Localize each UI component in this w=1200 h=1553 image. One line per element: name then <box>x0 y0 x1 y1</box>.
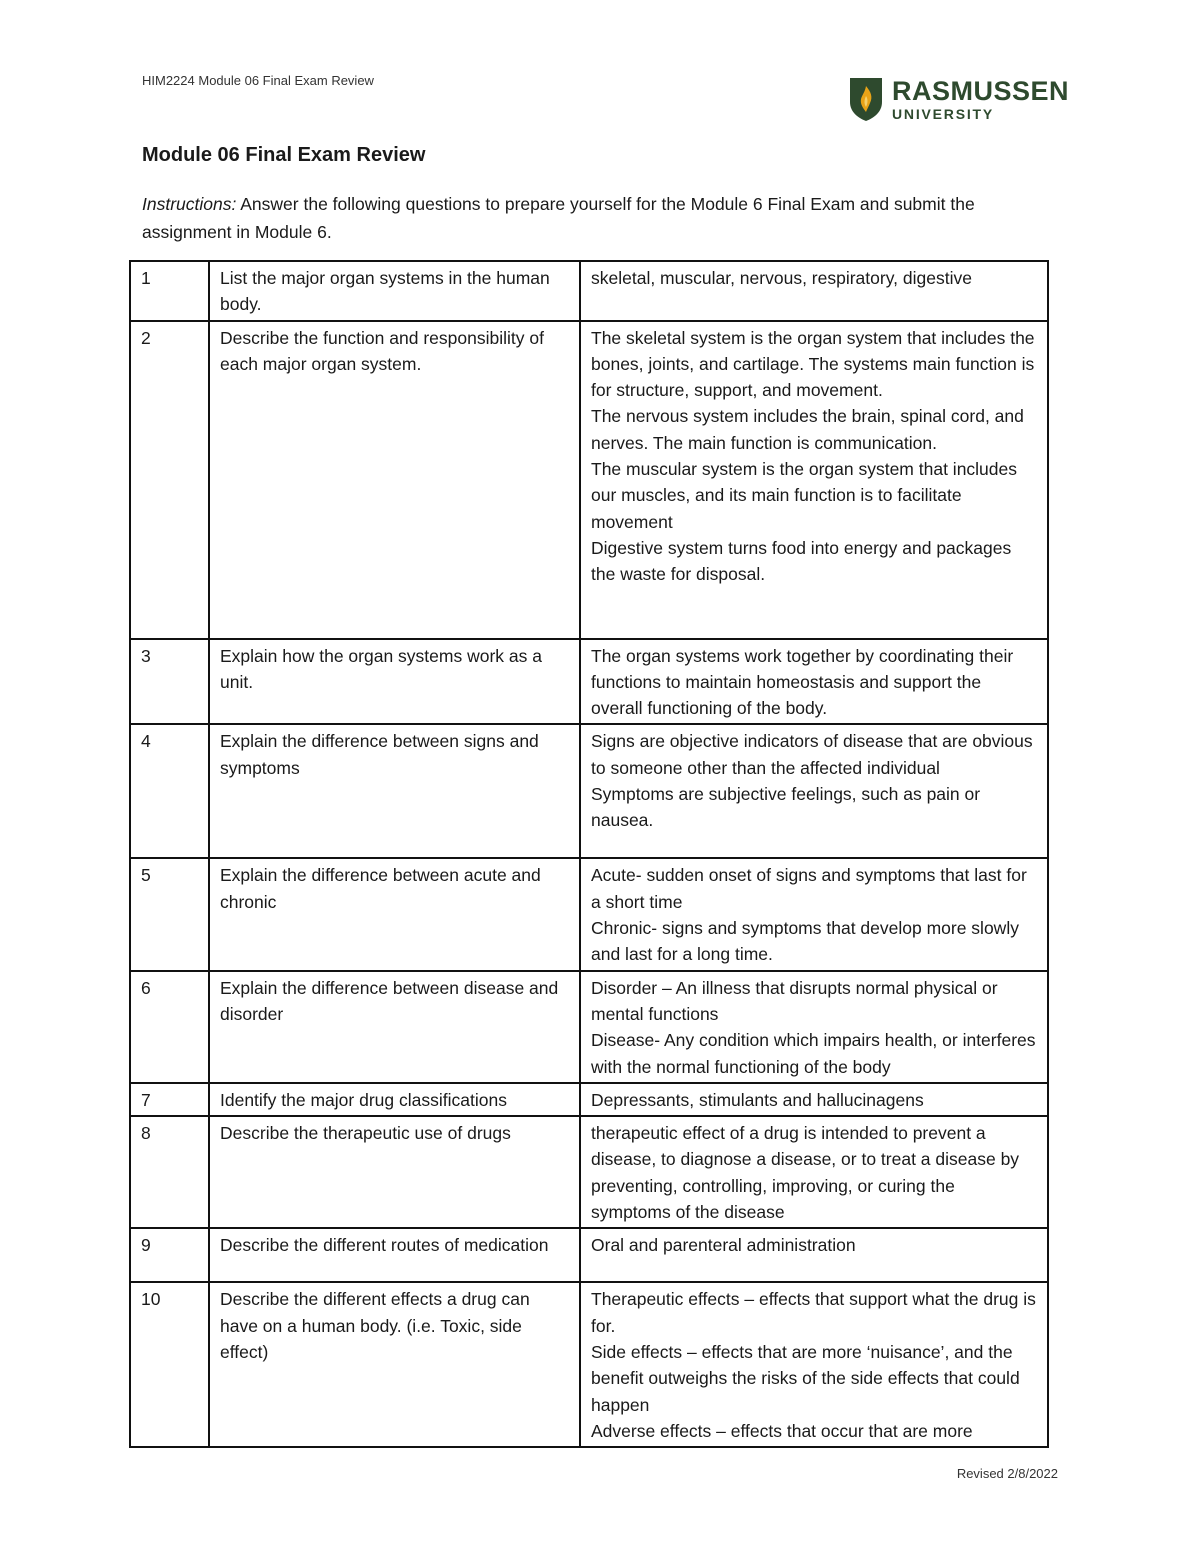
table-row <box>130 1282 1048 1447</box>
table-row <box>130 1116 1048 1228</box>
question-text: Describe the different effects a drug can have on a human body. (i.e. Toxic, side effect) <box>209 1282 580 1447</box>
answer-text: Disease- Any condition which impairs health, or interferes with the normal functioning of the body <box>591 1030 1036 1077</box>
page-title: Module 06 Final Exam Review <box>142 144 426 166</box>
answer-cell <box>580 1228 1048 1282</box>
answer-text: Depressants, stimulants and hallucinagens <box>591 1089 924 1110</box>
revision-date: Revised 2/8/2022 <box>956 1466 1058 1481</box>
question-text: Explain the difference between signs and symptoms <box>209 724 580 858</box>
answer-text: The skeletal system is the organ system that includes the bones, joints, and cartilage. The systems main function is for structure, support, and movement. <box>591 327 1035 401</box>
document-header: HIM2224 Module 06 Final Exam Review <box>142 73 374 88</box>
question-number: 6 <box>130 971 209 1083</box>
answer-cell <box>580 1282 1048 1447</box>
instructions <box>142 190 1062 246</box>
question-number: 1 <box>130 261 209 321</box>
question-number: 2 <box>130 321 209 639</box>
table-row <box>130 724 1048 858</box>
question-text: List the major organ systems in the human body. <box>209 261 580 321</box>
answer-cell <box>580 1116 1048 1228</box>
answer-cell <box>580 261 1048 321</box>
review-table <box>129 260 1049 1448</box>
answer-text: Side effects – effects that are more ‘nuisance’, and the benefit outweighs the risks of the side effects that could happen <box>591 1341 1020 1415</box>
table-row <box>130 1228 1048 1282</box>
university-logo <box>848 76 1069 122</box>
answer-text: Oral and parenteral administration <box>591 1235 856 1256</box>
table-row <box>130 321 1048 639</box>
instructions-label: Instructions: <box>142 194 237 214</box>
question-text: Identify the major drug classifications <box>209 1083 580 1116</box>
answer-cell <box>580 321 1048 639</box>
question-number: 10 <box>130 1282 209 1447</box>
instructions-text: Answer the following questions to prepare yourself for the Module 6 Final Exam and submit the assignment in Module 6. <box>142 194 975 242</box>
answer-text: The organ systems work together by coordinating their functions to maintain homeostasis and support the overall functioning of the body. <box>591 645 1014 719</box>
question-number: 5 <box>130 858 209 970</box>
logo-name: RASMUSSEN <box>892 75 1070 106</box>
answer-text: Digestive system turns food into energy and packages the waste for disposal. <box>591 537 1012 585</box>
question-number: 9 <box>130 1228 209 1282</box>
answer-cell <box>580 971 1048 1083</box>
shield-flame-icon <box>848 76 884 122</box>
question-text: Explain the difference between acute and chronic <box>209 858 580 970</box>
question-number: 7 <box>130 1083 209 1116</box>
answer-text: The muscular system is the organ system that includes our muscles, and its main function is to facilitate movement <box>591 459 1018 532</box>
question-number: 8 <box>130 1116 209 1228</box>
answer-text: Disorder – An illness that disrupts normal physical or mental functions <box>591 977 998 1024</box>
answer-text: The nervous system includes the brain, spinal cord, and nerves. The main function is communication. <box>591 406 1024 453</box>
answer-cell <box>580 639 1048 725</box>
question-number: 4 <box>130 724 209 858</box>
question-text: Explain the difference between disease and disorder <box>209 971 580 1083</box>
answer-text: Adverse effects – effects that occur that are more <box>591 1420 973 1441</box>
question-text: Explain how the organ systems work as a unit. <box>209 639 580 725</box>
answer-text: therapeutic effect of a drug is intended to prevent a disease, to diagnose a disease, or to treat a disease by preventing, controlling, improving, or curing the symptoms of the disease <box>591 1123 1020 1223</box>
table-row <box>130 639 1048 725</box>
question-text: Describe the function and responsibility of each major organ system. <box>209 321 580 639</box>
answer-cell <box>580 1083 1048 1116</box>
table-row <box>130 261 1048 321</box>
question-number: 3 <box>130 639 209 725</box>
question-text: Describe the therapeutic use of drugs <box>209 1116 580 1228</box>
answer-cell <box>580 724 1048 858</box>
table-row <box>130 1083 1048 1116</box>
answer-text: Therapeutic effects – effects that support what the drug is for. <box>591 1289 1036 1336</box>
logo-subtitle: UNIVERSITY <box>892 105 995 122</box>
question-text: Describe the different routes of medication <box>209 1228 580 1282</box>
answer-text: Acute- sudden onset of signs and symptoms that last for a short time <box>591 865 1027 912</box>
answer-text: Signs are objective indicators of disease that are obvious to someone other than the affected individual <box>591 731 1033 778</box>
table-row <box>130 971 1048 1083</box>
answer-text: Symptoms are subjective feelings, such as pain or nausea. <box>591 784 981 831</box>
answer-cell <box>580 858 1048 970</box>
answer-text: skeletal, muscular, nervous, respiratory, digestive <box>591 268 972 288</box>
answer-text: Chronic- signs and symptoms that develop more slowly and last for a long time. <box>591 918 1019 965</box>
table-row <box>130 858 1048 970</box>
